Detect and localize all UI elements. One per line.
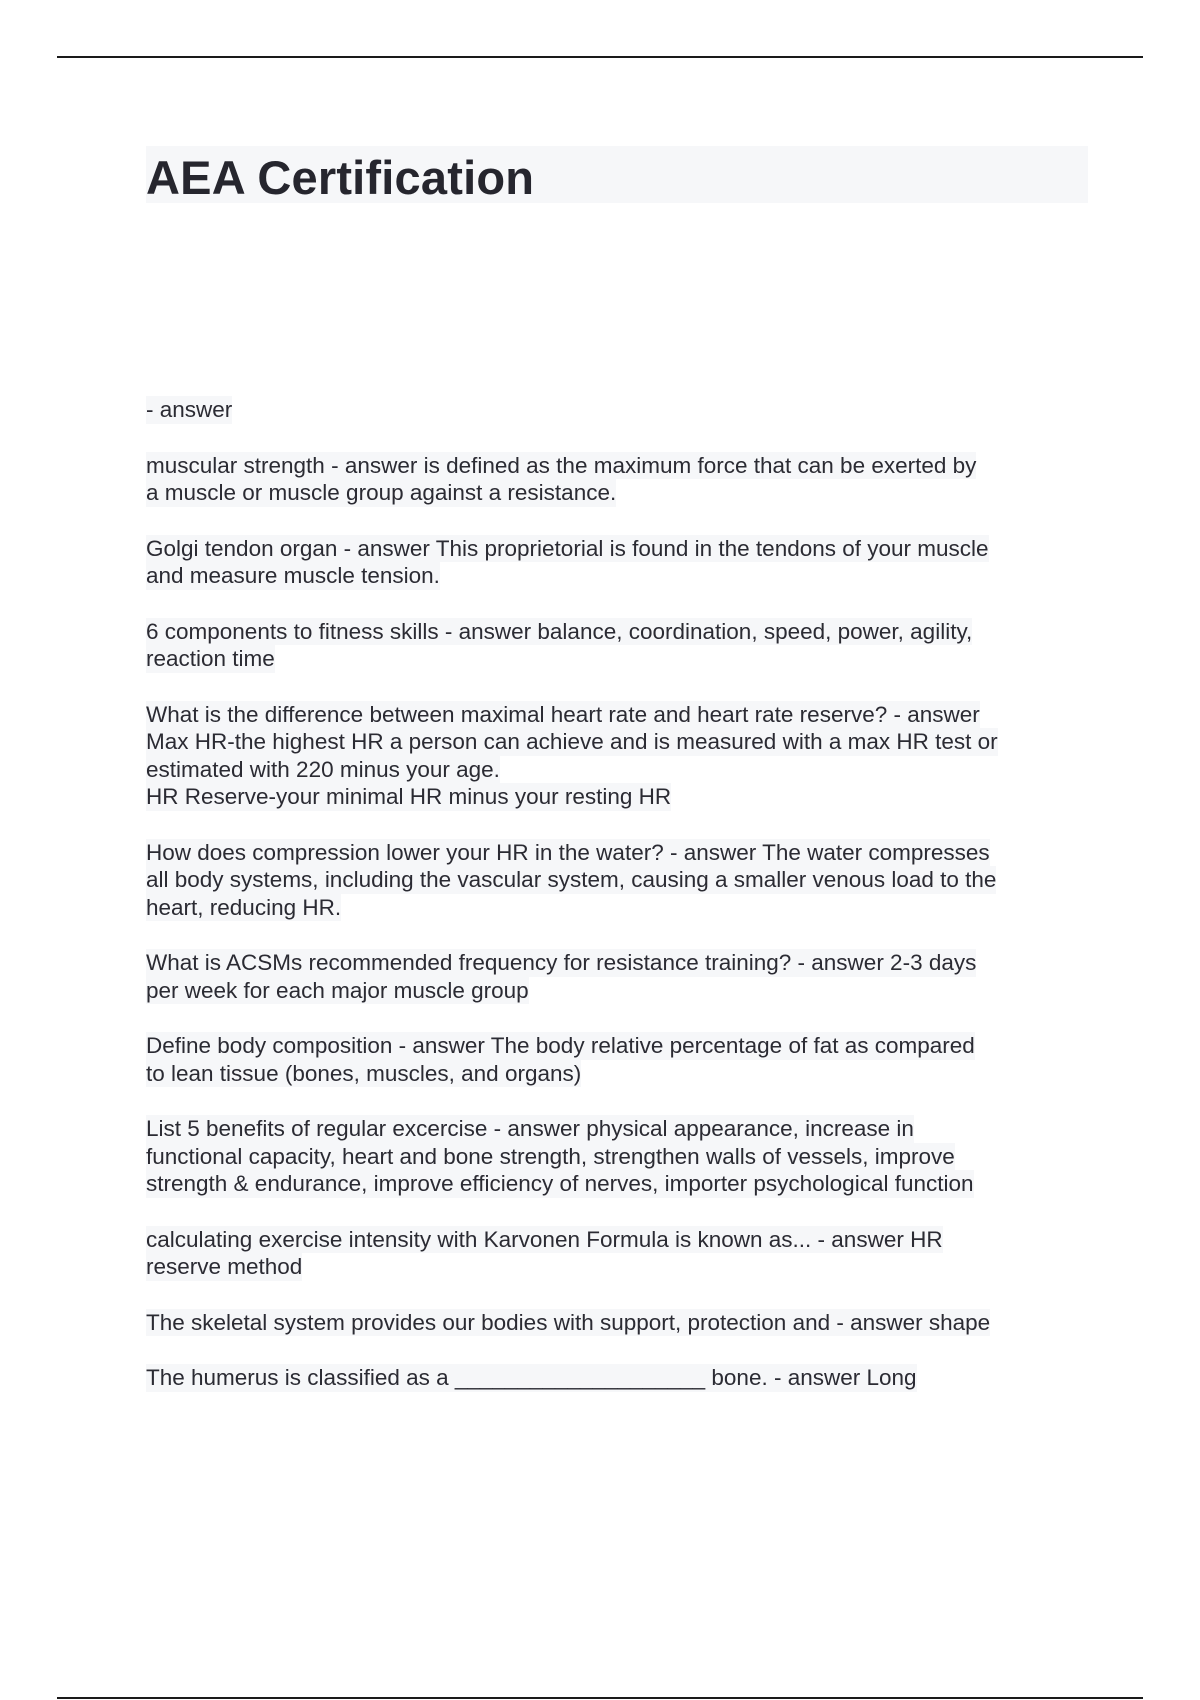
qa-line: strength & endurance, improve efficiency of nerves, importer psychological function <box>146 1171 974 1196</box>
qa-item <box>146 949 1088 1004</box>
qa-item <box>146 1226 1088 1281</box>
footer-rule <box>57 1697 1143 1699</box>
qa-line: per week for each major muscle group <box>146 977 529 1003</box>
qa-line: What is the difference between maximal heart rate and heart rate reserve? - answer <box>146 701 980 727</box>
qa-line: calculating exercise intensity with Karvonen Formula is known as... - answer HR <box>146 1226 943 1252</box>
qa-item <box>146 452 1088 507</box>
qa-line: a muscle or muscle group against a resistance. <box>146 480 617 505</box>
document-body <box>146 146 1088 1420</box>
qa-line: to lean tissue (bones, muscles, and organs) <box>146 1060 582 1086</box>
qa-item <box>146 1364 1088 1392</box>
qa-line: heart, reducing HR. <box>146 894 342 920</box>
qa-item <box>146 1115 1088 1198</box>
qa-line: The skeletal system provides our bodies with support, protection and - answer shape <box>146 1309 991 1335</box>
header-rule <box>57 56 1143 58</box>
qa-item <box>146 1309 1088 1337</box>
qa-line: Define body composition - answer The body relative percentage of fat as compared <box>146 1033 975 1058</box>
qa-line: The humerus is classified as a ____________________ bone. - answer Long <box>146 1365 917 1390</box>
qa-line: HR Reserve-your minimal HR minus your resting HR <box>146 784 672 809</box>
qa-line: estimated with 220 minus your age. <box>146 756 500 782</box>
qa-item <box>146 535 1088 590</box>
qa-line: Golgi tendon organ - answer This proprietorial is found in the tendons of your muscle <box>146 535 989 561</box>
qa-line: - answer <box>146 397 233 422</box>
qa-item <box>146 618 1088 673</box>
qa-line: 6 components to fitness skills - answer balance, coordination, speed, power, agility, <box>146 618 973 644</box>
qa-line: List 5 benefits of regular excercise - answer physical appearance, increase in <box>146 1116 914 1141</box>
qa-line: Max HR-the highest HR a person can achieve and is measured with a max HR test or <box>146 729 998 754</box>
qa-line: reserve method <box>146 1254 303 1279</box>
qa-line: muscular strength - answer is defined as the maximum force that can be exerted by <box>146 452 977 478</box>
qa-line: How does compression lower your HR in the water? - answer The water compresses <box>146 839 990 865</box>
qa-item <box>146 839 1088 922</box>
qa-item <box>146 1032 1088 1087</box>
qa-line: functional capacity, heart and bone strength, strengthen walls of vessels, improve <box>146 1143 955 1169</box>
qa-line: and measure muscle tension. <box>146 563 440 588</box>
qa-list <box>146 396 1088 1392</box>
qa-item <box>146 701 1088 811</box>
qa-line: reaction time <box>146 646 275 671</box>
document-title: AEA Certification <box>146 151 535 204</box>
qa-line: all body systems, including the vascular system, causing a smaller venous load to the <box>146 867 997 892</box>
title-band <box>146 146 1088 203</box>
qa-line: What is ACSMs recommended frequency for resistance training? - answer 2-3 days <box>146 950 977 975</box>
qa-item <box>146 396 1088 424</box>
